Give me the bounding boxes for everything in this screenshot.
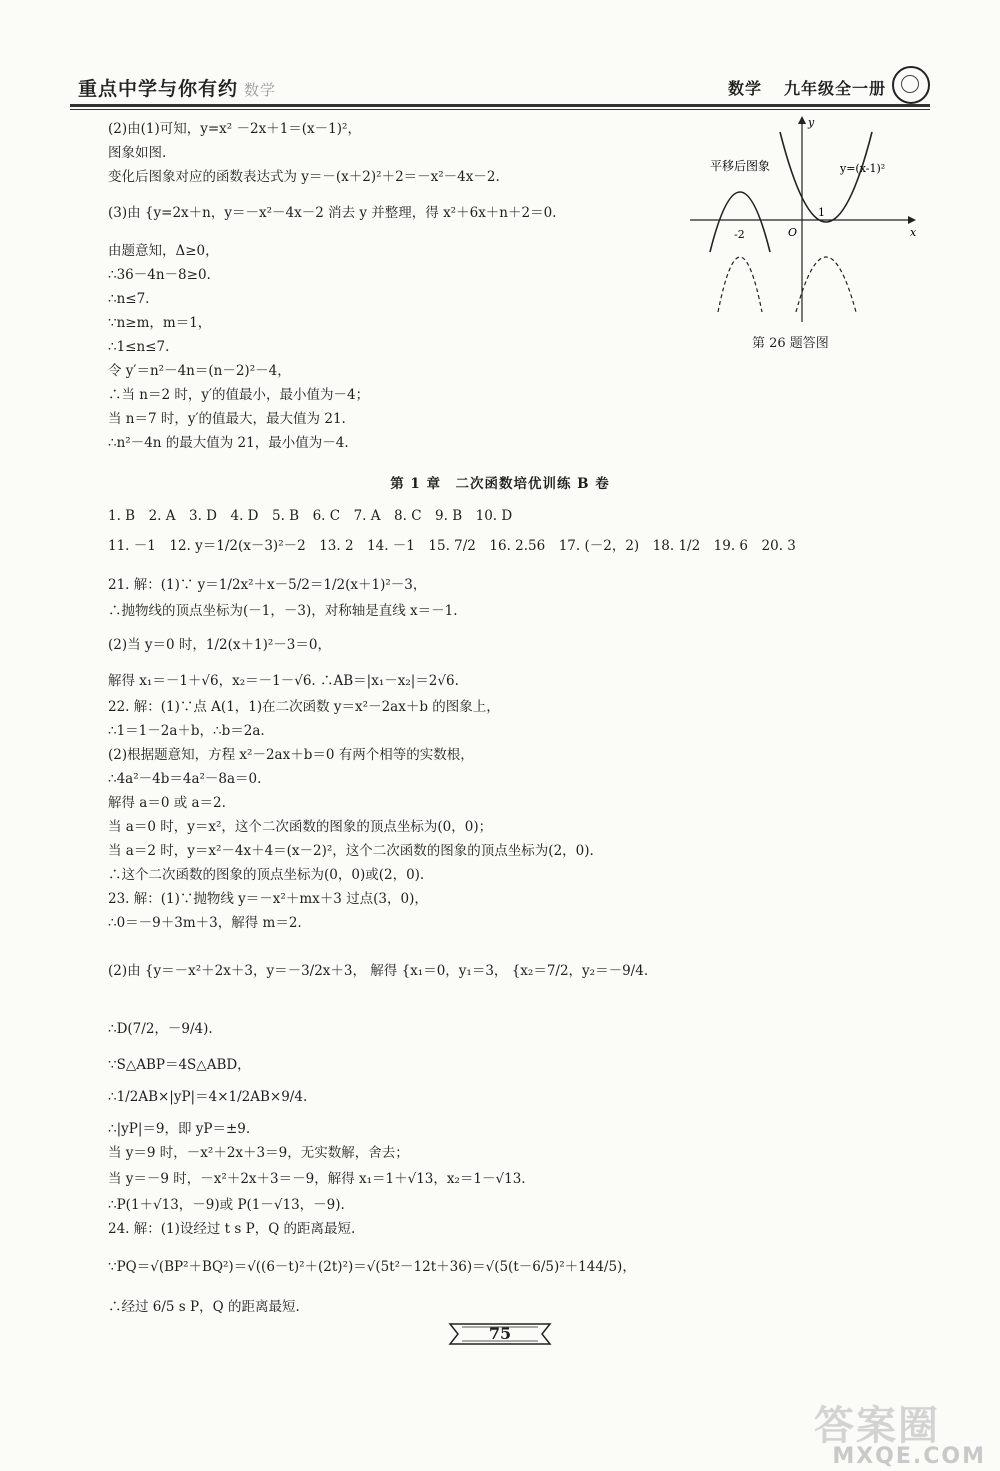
solution-line: 当 y＝9 时，－x²＋2x＋3＝9，无实数解，舍去； [108,1145,409,1161]
axis-y-label: y [808,116,815,129]
text-line: (2)由(1)可知，y=x² －2x＋1＝(x－1)²， [108,121,361,137]
solution-line: 当 a＝2 时，y＝x²－4x＋4＝(x－2)²，这个二次函数的图象的顶点坐标为(2，0). [108,843,594,859]
text-line: ∴36－4n－8≥0. [108,267,211,283]
solution-line: (2)由 {y＝－x²＋2x＋3，y＝－3/2x＋3， 解得 {x₁＝0，y₁＝3， {x₂＝7/2，y₂＝－9/4. [108,963,649,979]
solution-line: ∴|yP|＝9，即 yP＝±9. [108,1121,251,1137]
tick-neg2: -2 [734,228,745,241]
text-line: ∴1≤n≤7. [108,339,170,355]
brand-name: 重点中学与你有约 [78,78,239,100]
dashed-parabola-left [718,257,762,312]
solution-line: 解得 a＝0 或 a＝2. [108,795,226,811]
dashed-parabola-right [796,257,856,312]
answers-row-2: 11. －1 12. y＝1/2(x－3)²－2 13. 2 14. －1 15. 7/2 16. 2.56 17. (－2，2) 18. 1/2 19. 6 20. 3 [108,538,796,554]
page-number-badge [440,1318,560,1350]
solution-line: ∴1＝1－2a＋b，∴b＝2a. [108,723,265,739]
solution-line: ∵S△ABP＝4S△ABD， [108,1057,251,1073]
header-info [706,76,886,99]
y-axis-arrow-icon [798,116,806,124]
solution-line: ∴0＝－9＋3m＋3，解得 m＝2. [108,915,302,931]
text-line: ∴当 n＝2 时，y′的值最小，最小值为－4； [108,387,370,403]
solution-line: ∴D(7/2，－9/4). [108,1021,213,1037]
figure-caption: 第 26 题答图 [752,336,829,351]
text-line: 令 y′＝n²－4n＝(n－2)²－4， [108,363,291,379]
solution-line: 当 y＝－9 时，－x²＋2x＋3＝－9，解得 x₁＝1＋√13，x₂＝1－√13. [108,1171,526,1187]
answers-row-1: 1. B 2. A 3. D 4. D 5. B 6. C 7. A 8. C 9. B 10. D [108,508,513,524]
brand-subtitle: 数学 [244,81,277,99]
text-line: ∵n≥m，m＝1， [108,315,212,331]
solution-line: ∴4a²－4b＝4a²－8a＝0. [108,771,262,787]
curve-y-x-minus-1-squared [780,132,872,222]
header-divider [70,104,930,107]
label-shifted: 平移后图象 [710,159,771,173]
section-title: 第 1 章 二次函数培优训练 B 卷 [390,476,610,492]
solution-line: 当 a＝0 时，y＝x²，这个二次函数的图象的顶点坐标为(0，0)； [108,819,493,835]
grade-label: 九年级全一册 [783,79,886,98]
x-axis-arrow-icon [908,216,916,224]
solution-line: (2)当 y＝0 时，1/2(x＋1)²－3＝0， [108,637,331,653]
solution-line: ∴经过 6/5 s P，Q 的距离最短. [108,1299,300,1315]
header-divider-thin [70,109,930,110]
page-header [70,68,930,108]
label-curve: y=(x-1)² [840,162,886,175]
solution-line: ∴1/2AB×|yP|＝4×1/2AB×9/4. [108,1089,308,1105]
text-line: (3)由 {y=2x＋n，y＝－x²－4x－2 消去 y 并整理，得 x²＋6x＋n＋2＝0. [108,205,557,221]
shifted-parabola [710,192,770,252]
solution-line: (2)根据题意知，方程 x²－2ax＋b＝0 有两个相等的实数根， [108,747,474,763]
watermark-url: MXQE.COM [832,1444,986,1469]
solution-line: ∴抛物线的顶点坐标为(－1，－3)，对称轴是直线 x＝－1. [108,603,458,619]
tick-origin: O [788,226,798,239]
brand-title [78,74,276,101]
tick-1: 1 [818,206,825,219]
solution-line: 22. 解：(1)∵点 A(1，1)在二次函数 y＝x²－2ax＋b 的图象上， [108,699,500,715]
text-line: ∴n²－4n 的最大值为 21，最小值为－4. [108,435,349,451]
solution-line: 21. 解：(1)∵ y＝1/2x²＋x－5/2＝1/2(x＋1)²－3， [108,577,427,593]
emblem-icon [892,66,930,104]
text-line: 当 n＝7 时，y′的值最大，最大值为 21. [108,411,346,427]
solution-line: ∵PQ＝√(BP²＋BQ²)＝√((6－t)²＋(2t)²)＝√(5t²－12t＋36)＝√(5(t－6/5)²＋144/5)， [108,1259,636,1275]
text-line: ∴n≤7. [108,291,150,307]
solution-line: ∴这个二次函数的图象的顶点坐标为(0，0)或(2，0). [108,867,425,883]
text-line: 由题意知，Δ≥0， [108,243,219,259]
page-number: 75 [488,1324,512,1343]
axis-x-label: x [910,226,917,239]
solution-line: 解得 x₁＝－1＋√6，x₂＝－1－√6. ∴AB＝|x₁－x₂|＝2√6. [108,673,459,689]
text-line: 变化后图象对应的函数表达式为 y＝－(x＋2)²＋2＝－x²－4x－2. [108,169,500,185]
subject-label: 数学 [727,79,762,98]
solution-line: 24. 解：(1)设经过 t s P，Q 的距离最短. [108,1221,356,1237]
parabola-figure [690,112,920,342]
solution-line: ∴P(1＋√13，－9)或 P(1－√13，－9). [108,1197,345,1213]
solution-line: 23. 解：(1)∵抛物线 y＝－x²＋mx＋3 过点(3，0)， [108,891,428,907]
parabola-graph [690,112,920,332]
text-line: 图象如图. [108,145,167,161]
watermark-logo: 答案圈 [814,1403,940,1449]
